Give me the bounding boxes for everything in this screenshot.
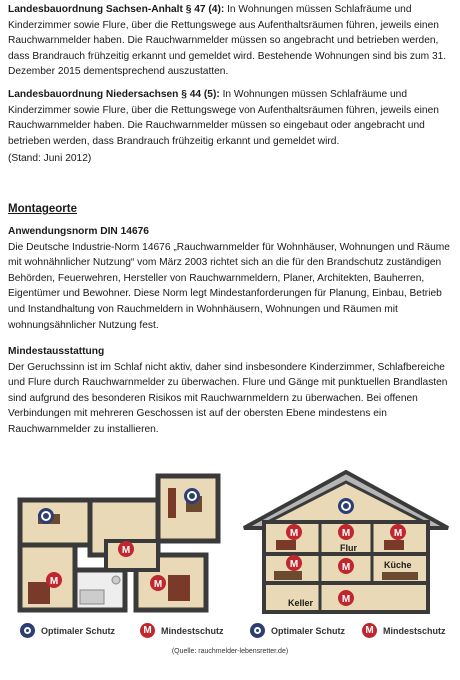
- legend-min: [140, 623, 224, 638]
- kitchen-counter: [382, 572, 418, 580]
- optimal-protection-icon: [20, 623, 35, 638]
- sofa: [274, 571, 302, 580]
- min-protection-icon: [286, 524, 302, 540]
- room-label-kueche: Küche: [384, 560, 412, 570]
- optimal-protection-icon: [250, 623, 265, 638]
- min-protection-icon: [338, 590, 354, 606]
- law-niedersachsen: [8, 87, 454, 149]
- min-protection-icon: [286, 555, 302, 571]
- bed: [384, 540, 404, 550]
- min-protection-icon: [118, 541, 134, 557]
- norm-section: [8, 224, 454, 333]
- min-title: Mindestausstattung: [8, 346, 105, 357]
- min-protection-icon: [390, 524, 406, 540]
- min-protection-icon-letter: M: [341, 594, 351, 605]
- stand-note: (Stand: Juni 2012): [8, 153, 92, 164]
- min-protection-icon: [150, 575, 166, 591]
- bathtub: [80, 590, 104, 604]
- bed: [168, 575, 190, 601]
- legend-optimal: [250, 623, 345, 638]
- optimal-protection-icon: [38, 508, 54, 524]
- figure-source: (Quelle: rauchmelder-lebensretter.de): [171, 648, 289, 655]
- min-protection-icon-letter: M: [341, 562, 351, 573]
- min-protection-icon: M: [140, 623, 155, 638]
- bed: [276, 540, 296, 550]
- min-protection-icon-letter: M: [121, 545, 131, 556]
- law-title: Landesbauordnung Niedersachsen § 44 (5):: [8, 89, 220, 100]
- sofa: [168, 488, 176, 518]
- min-protection-icon: [338, 558, 354, 574]
- floor-plan-figure: [8, 470, 223, 620]
- optimal-protection-icon: [184, 488, 200, 504]
- legend-min: [362, 623, 446, 638]
- law-sachsen-anhalt: [8, 2, 454, 80]
- min-protection-icon: [46, 572, 62, 588]
- legend-min-label: Mindestschutz: [161, 625, 224, 636]
- min-text: Der Geruchssinn ist im Schlaf nicht aktiv, daher sind insbesondere Kinderzimmer, Schlafbereiche und Flure durch Rauchwarnmelder zu überwachen. Flure und Gänge mit punktuellen Brandlasten sind aufgrund des besonderen Risikos mit Rauchwarnmeldern zu überwachen. Bei offenen Verbindungen mit mehreren Geschossen ist auf der obersten Ebene mindestens ein Rauchwarnmelder zu installieren.: [8, 361, 448, 435]
- min-protection-icon-letter: M: [393, 528, 403, 539]
- min-protection-icon-letter: M: [289, 528, 299, 539]
- min-protection-icon: M: [362, 623, 377, 638]
- norm-text: Die Deutsche Industrie-Norm 14676 „Rauchwarnmelder für Wohnhäuser, Wohnungen und Räume mit wohnähnlicher Nutzung“ vom März 2003 richtet sich an die für den Brandschutz zuständigen Behörden, Feuerwehren, Hersteller von Rauchwarnmeldern, Planer, Architekten, Bauherren, Eigentümer und Bewohner. Diese Norm legt Mindestanforderungen für Planung, Einbau, Betrieb und Instandhaltung von Rauchmeldern in Wohnhäusern, Wohnungen und Räumen mit wohnungsähnlicher Nutzung fest.: [8, 241, 450, 331]
- bed: [28, 582, 50, 604]
- room-label-keller: Keller: [288, 598, 314, 608]
- min-protection-icon-letter: M: [341, 528, 351, 539]
- min-protection-icon-letter: M: [49, 576, 59, 587]
- section-heading-montageorte: Montageorte: [8, 203, 77, 215]
- house-section-figure: [240, 470, 452, 620]
- sink: [112, 576, 120, 584]
- legend-optimal-label: Optimaler Schutz: [41, 625, 116, 636]
- min-protection-icon-letter: M: [153, 579, 163, 590]
- optimal-protection-icon: [338, 498, 354, 514]
- law-text: In Wohnungen müssen Schlafräume und Kinderzimmer sowie Flure, über die Rettungswege aus Aufenthaltsräumen führen, jeweils einen Rauchwarnmelder haben. Die Rauchwarnmelder müssen so angebracht und betrieben werden, dass Brandrauch frühzeitig erkannt und gemeldet wird. Bestehende Wohnungen sind bis zum 31. Dezember 2015 dementsprechend auszustatten.: [8, 4, 447, 78]
- room-label-flur: Flur: [340, 543, 357, 553]
- law-text: In Wohnungen müssen Schlafräume und Kinderzimmer sowie Flure, über die Rettungswege von Aufenthaltsräumen führen, jeweils einen Rauchwarnmelder haben. Die Rauchwarnmelder müssen so eingebaut oder angebracht und betrieben werden, dass Brandrauch frühzeitig erkannt und gemeldet wird.: [8, 89, 439, 147]
- norm-title: Anwendungsnorm DIN 14676: [8, 226, 149, 237]
- min-protection-icon-letter: M: [289, 559, 299, 570]
- legend-optimal-label: Optimaler Schutz: [271, 625, 346, 636]
- min-protection-icon: [338, 524, 354, 540]
- law-title: Landesbauordnung Sachsen-Anhalt § 47 (4):: [8, 4, 225, 15]
- legend-min-label: Mindestschutz: [383, 625, 446, 636]
- min-section: [8, 344, 454, 438]
- legend-optimal: [20, 623, 115, 638]
